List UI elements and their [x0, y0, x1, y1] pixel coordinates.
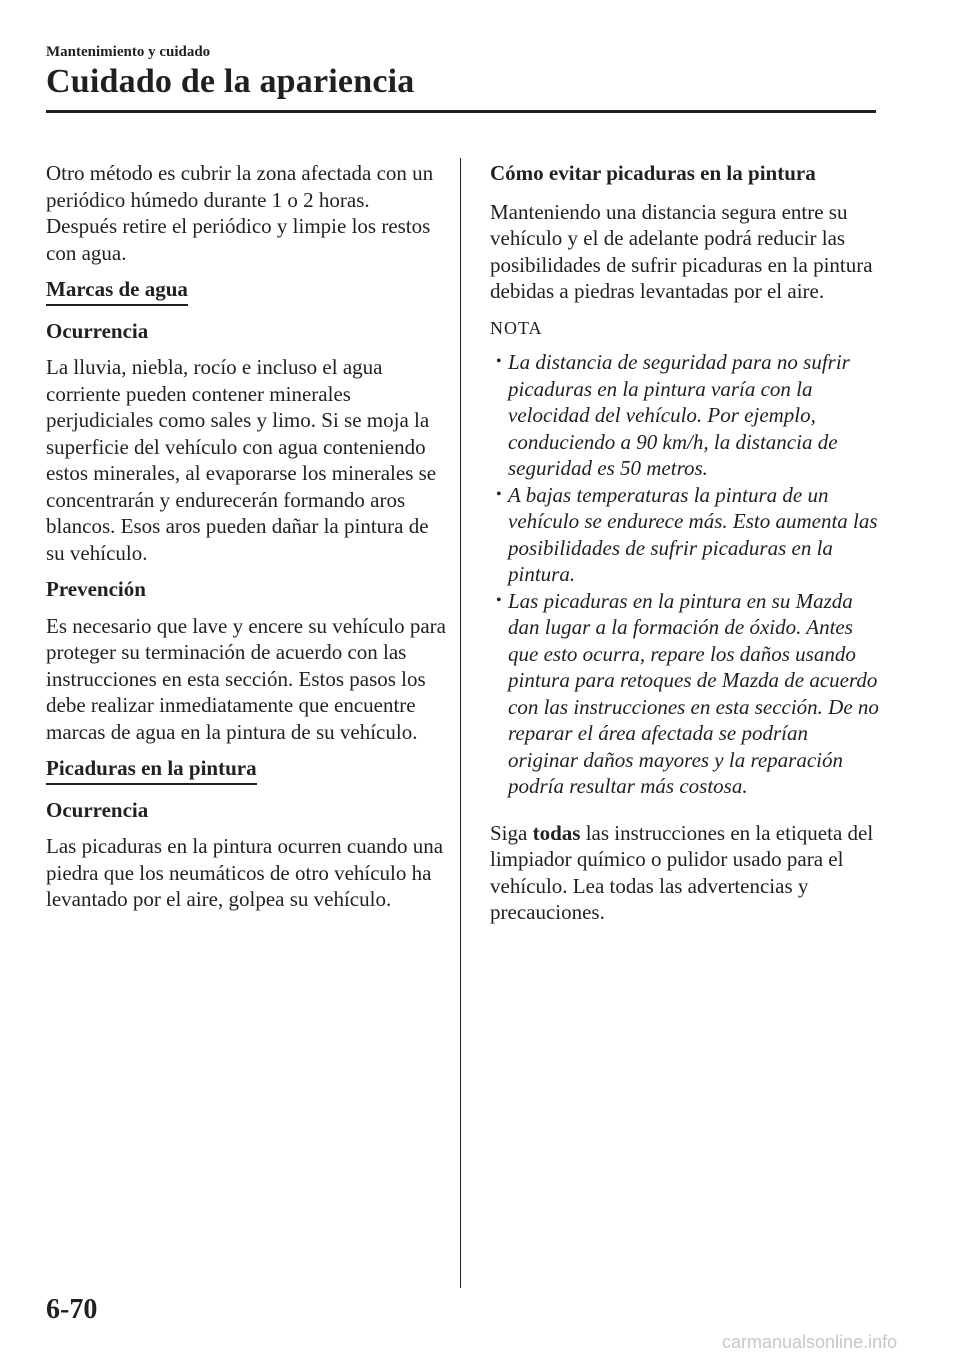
note-item — [490, 349, 880, 482]
note-list — [490, 349, 880, 800]
water-marks-prevention-label: Prevención — [46, 577, 146, 601]
note-label: NOTA — [490, 317, 543, 338]
left-column — [46, 160, 446, 923]
note-text: Las picaduras en la pintura en su Mazda dan lugar a la formación de óxido. Antes que esto ocurra, repare los daños usando pintura para retoques de Mazda de acuerdo con las instrucciones en esta sección. De no reparar el área afectada se podrían originar daños mayores y la reparación podría resultar más costosa. — [508, 588, 879, 798]
avoid-chips-heading: Cómo evitar picaduras en la pintura — [490, 161, 816, 185]
note-item — [490, 482, 880, 588]
avoid-chips-body: Manteniendo una distancia segura entre su vehículo y el de adelante podrá reducir las posibilidades de sufrir picaduras en la pintura debidas a piedras levantadas por el aire. — [490, 199, 873, 303]
intro-paragraph: Otro método es cubrir la zona afectada con un periódico húmedo durante 1 o 2 horas. Después retire el periódico y limpie los restos con agua. — [46, 161, 434, 265]
title-rule — [46, 110, 876, 113]
page-title: Cuidado de la apariencia — [46, 63, 415, 100]
note-item — [490, 588, 880, 800]
column-divider — [460, 158, 461, 1288]
watermark: carmanualsonline.info — [722, 1332, 898, 1352]
bullet-icon: • — [496, 485, 502, 503]
paint-chips-occurrence-text: Las picaduras en la pintura ocurren cuando una piedra que los neumáticos de otro vehículo ha levantado por el aire, golpea su vehículo. — [46, 834, 444, 911]
water-marks-heading: Marcas de agua — [46, 276, 188, 306]
closing-prefix: Siga — [490, 820, 533, 845]
note-text: La distancia de seguridad para no sufrir picaduras en la pintura varía con la velocidad del vehículo. Por ejemplo, conduciendo a 90 km/h, la distancia de seguridad es 50 metros. — [508, 350, 850, 480]
note-text: A bajas temperaturas la pintura de un vehículo se endurece más. Esto aumenta las posibilidades de sufrir picaduras en la pintura. — [508, 482, 878, 586]
water-marks-occurrence-label: Ocurrencia — [46, 318, 149, 343]
closing-bold: todas — [532, 820, 581, 845]
bullet-icon: • — [496, 353, 502, 370]
water-marks-prevention-text: Es necesario que lave y encere su vehículo para proteger su terminación de acuerdo con las instrucciones en esta sección. Estos pasos los debe realizar inmediatamente que encuentre marcas de agua en la pintura de su vehículo. — [46, 613, 446, 744]
water-marks-occurrence-text: La lluvia, niebla, rocío e incluso el agua corriente pueden contener minerales perjudiciales como sales y limo. Si se moja la superficie del vehículo con agua conteniendo estos minerales, al evaporarse los minerales se concentrarán y endurecerán formando aros blancos. Esos aros pueden dañar la pintura de su vehículo. — [46, 355, 437, 565]
page-number: 6-70 — [46, 1294, 98, 1325]
paint-chips-heading: Picaduras en la pintura — [46, 755, 257, 785]
paint-chips-occurrence-label: Ocurrencia — [46, 797, 149, 822]
closing-paragraph — [490, 820, 880, 926]
bullet-icon: • — [496, 591, 502, 609]
section-label: Mantenimiento y cuidado — [46, 44, 211, 60]
closing-suffix: las instrucciones en la etiqueta del limpiador químico o pulidor usado para el vehículo. Lea todas las advertencias y precauciones. — [490, 820, 874, 924]
right-column — [490, 160, 880, 936]
